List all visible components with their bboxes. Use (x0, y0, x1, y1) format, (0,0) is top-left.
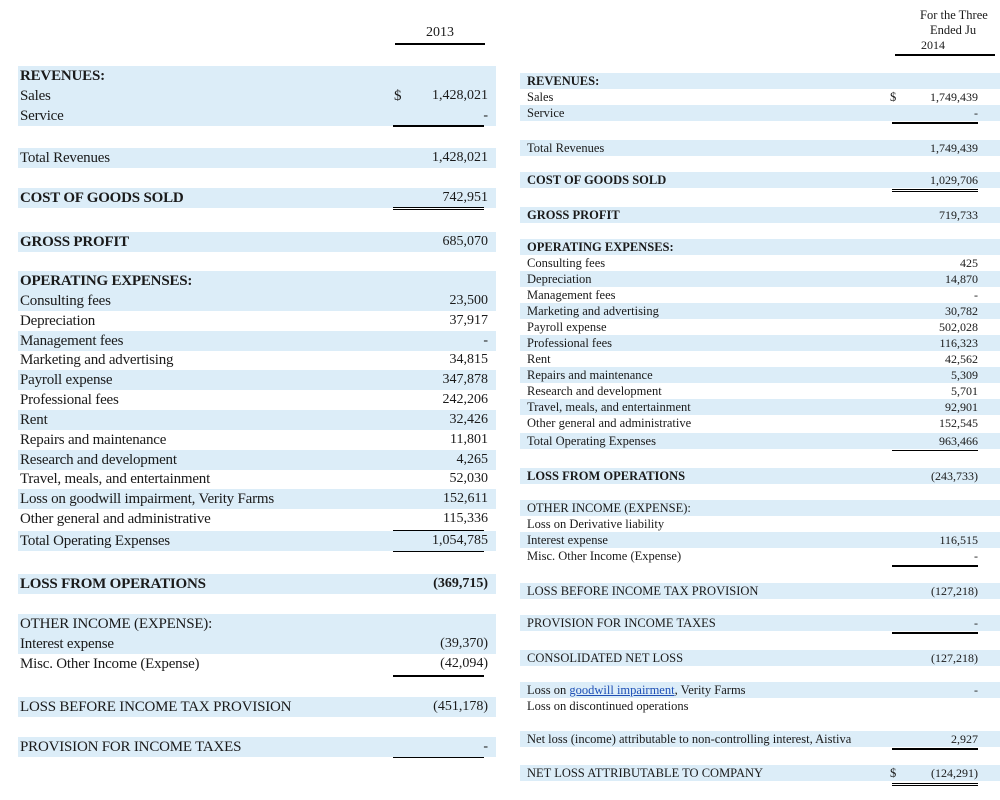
rule (892, 189, 978, 190)
statement-row (18, 106, 496, 126)
row-label: Total Operating Expenses (20, 533, 170, 549)
statement-row (520, 89, 1000, 105)
row-value: - (483, 739, 488, 754)
row-value: 685,070 (442, 234, 488, 249)
statement-row (520, 500, 1000, 516)
row-value: 23,500 (449, 293, 488, 308)
row-value: 1,029,706 (930, 173, 978, 187)
row-label: Interest expense (527, 533, 608, 547)
row-label: Depreciation (527, 272, 592, 286)
row-label: REVENUES: (20, 68, 105, 84)
row-label: Marketing and advertising (527, 304, 659, 318)
row-label: PROVISION FOR INCOME TAXES (527, 616, 716, 630)
row-value: 1,749,439 (930, 141, 978, 155)
row-value: 152,611 (443, 491, 488, 506)
row-value: 4,265 (456, 452, 488, 467)
row-label: COST OF GOODS SOLD (20, 190, 184, 206)
row-label: Misc. Other Income (Expense) (527, 549, 682, 563)
column-header-2014: 2014 (895, 37, 995, 56)
statement-row (520, 105, 1000, 121)
statement-row (18, 430, 496, 450)
statement-row (520, 303, 1000, 319)
row-value: 1,428,021 (432, 150, 488, 165)
row-label: LOSS FROM OPERATIONS (20, 576, 206, 592)
rule (393, 757, 484, 758)
statement-row (18, 634, 496, 654)
statement-row (18, 614, 496, 634)
row-value: (451,178) (433, 699, 488, 714)
statement-row (520, 367, 1000, 383)
row-value: 42,562 (945, 352, 978, 366)
row-value: 11,801 (450, 432, 488, 447)
row-label: COST OF GOODS SOLD (527, 173, 667, 187)
row-label: Research and development (527, 384, 662, 398)
row-value: 242,206 (442, 392, 488, 407)
row-label: Loss on discontinued operations (527, 699, 689, 713)
row-value: 116,323 (939, 336, 978, 350)
row-label: Sales (527, 90, 554, 104)
rule (393, 530, 484, 531)
statement-row (520, 287, 1000, 303)
statement-row (18, 410, 496, 430)
row-value: (39,370) (440, 636, 488, 651)
rule (892, 565, 978, 567)
statement-row (18, 370, 496, 390)
row-value: 152,545 (939, 416, 978, 430)
statement-row (520, 433, 1000, 449)
row-label: Travel, meals, and entertainment (527, 400, 691, 414)
row-label: LOSS FROM OPERATIONS (527, 469, 686, 483)
row-label: Payroll expense (527, 320, 607, 334)
row-label: Sales (20, 88, 51, 104)
row-label: Misc. Other Income (Expense) (20, 656, 200, 672)
statement-row (18, 697, 496, 717)
statement-row (18, 148, 496, 168)
statement-row (18, 331, 496, 351)
row-label: LOSS BEFORE INCOME TAX PROVISION (20, 699, 292, 715)
statement-row (18, 509, 496, 529)
row-label: Other general and administrative (527, 416, 692, 430)
row-value: - (974, 616, 978, 630)
row-value: 347,878 (442, 372, 488, 387)
rule (892, 122, 978, 124)
column-header-2013: 2013 (395, 25, 485, 45)
statement-row (520, 271, 1000, 287)
row-value: 92,901 (945, 400, 978, 414)
row-label: Loss on Derivative liability (527, 517, 665, 531)
row-value: 742,951 (442, 190, 488, 205)
row-value: - (483, 333, 488, 348)
rule (892, 783, 978, 784)
row-label: Rent (527, 352, 551, 366)
row-label: CONSOLIDATED NET LOSS (527, 651, 684, 665)
rule (892, 632, 978, 634)
rule (393, 675, 484, 677)
row-label: LOSS BEFORE INCOME TAX PROVISION (527, 584, 759, 598)
rule (393, 551, 484, 552)
row-label: Travel, meals, and entertainment (20, 471, 211, 487)
row-label: Professional fees (527, 336, 613, 350)
row-value: (127,218) (931, 651, 978, 665)
row-value: - (974, 106, 978, 120)
row-label: Loss on goodwill impairment, Verity Farms (20, 491, 275, 507)
statement-row (520, 399, 1000, 415)
rule (393, 125, 484, 127)
statement-row (520, 583, 1000, 599)
rule (892, 450, 978, 451)
statement-row (520, 351, 1000, 367)
rule (892, 785, 978, 786)
statement-row (18, 271, 496, 291)
statement-row (520, 415, 1000, 431)
statement-row (520, 731, 1000, 747)
rule (393, 207, 484, 208)
row-value: (243,733) (931, 469, 978, 483)
row-value: 425 (960, 256, 978, 270)
row-label: Research and development (20, 452, 177, 468)
statement-row (520, 765, 1000, 781)
row-label: Repairs and maintenance (20, 432, 167, 448)
statement-row (18, 232, 496, 252)
row-label: Management fees (20, 333, 124, 349)
row-value: 37,917 (449, 313, 488, 328)
row-value: 719,733 (939, 208, 978, 222)
statement-row (18, 86, 496, 106)
statement-row (18, 489, 496, 509)
statement-row (520, 615, 1000, 631)
row-label: Other general and administrative (20, 511, 211, 527)
column-header-title: For the Three (920, 8, 988, 22)
currency-symbol: $ (394, 88, 402, 104)
statement-row (18, 291, 496, 311)
row-label: Depreciation (20, 313, 96, 329)
row-value: 1,749,439 (930, 90, 978, 104)
row-value: 52,030 (449, 471, 488, 486)
rule (393, 209, 484, 210)
row-label: Interest expense (20, 636, 114, 652)
statement-row (520, 468, 1000, 484)
row-value: 1,054,785 (432, 533, 488, 548)
goodwill-impairment-link[interactable]: goodwill impairment (569, 683, 675, 697)
statement-row (18, 469, 496, 489)
row-label: OTHER INCOME (EXPENSE): (527, 501, 691, 515)
row-label: Management fees (527, 288, 616, 302)
row-value: 115,336 (443, 511, 488, 526)
row-label: Total Revenues (20, 150, 110, 166)
statement-row (520, 383, 1000, 399)
statement-row (18, 531, 496, 551)
row-value: 30,782 (945, 304, 978, 318)
row-label: Consulting fees (527, 256, 606, 270)
statement-row (18, 737, 496, 757)
row-label: Total Revenues (527, 141, 605, 155)
statement-row (520, 682, 1000, 698)
row-label: Marketing and advertising (20, 352, 174, 368)
row-value: 1,428,021 (432, 88, 488, 103)
row-label: OPERATING EXPENSES: (527, 240, 674, 254)
row-value: 14,870 (945, 272, 978, 286)
row-label: Payroll expense (20, 372, 113, 388)
statement-row (18, 350, 496, 370)
row-value: - (974, 288, 978, 302)
currency-symbol: $ (890, 766, 897, 780)
statement-row (520, 207, 1000, 223)
row-label: Total Operating Expenses (527, 434, 656, 448)
row-label: Repairs and maintenance (527, 368, 653, 382)
row-label: GROSS PROFIT (20, 234, 129, 250)
statement-row (520, 548, 1000, 564)
statement-row (18, 66, 496, 86)
row-value: 963,466 (939, 434, 978, 448)
row-value: (369,715) (433, 576, 488, 591)
row-value: 34,815 (449, 352, 488, 367)
row-value: - (483, 108, 488, 123)
statement-row (18, 390, 496, 410)
row-label: REVENUES: (527, 74, 600, 88)
statement-row (18, 311, 496, 331)
row-value: 5,701 (951, 384, 978, 398)
row-value: 5,309 (951, 368, 978, 382)
statement-row (520, 319, 1000, 335)
row-label: Service (20, 108, 64, 124)
statement-row (18, 450, 496, 470)
row-label: Rent (20, 412, 48, 428)
row-value: (127,218) (931, 584, 978, 598)
row-label: Consulting fees (20, 293, 111, 309)
column-header-subtitle: Ended Ju (930, 23, 977, 37)
row-value: 2,927 (951, 732, 978, 746)
statement-row (520, 255, 1000, 271)
statement-row (520, 239, 1000, 255)
row-label: OTHER INCOME (EXPENSE): (20, 616, 213, 632)
statement-row (520, 532, 1000, 548)
row-value: 32,426 (449, 412, 488, 427)
statement-row (520, 698, 1000, 714)
currency-symbol: $ (890, 90, 897, 104)
statement-row (520, 516, 1000, 532)
row-value: 116,515 (939, 533, 978, 547)
statement-row (520, 140, 1000, 156)
row-label: OPERATING EXPENSES: (20, 273, 193, 289)
statement-row (520, 650, 1000, 666)
row-label: Service (527, 106, 565, 120)
row-label: PROVISION FOR INCOME TAXES (20, 739, 242, 755)
rule (892, 191, 978, 192)
rule (892, 748, 978, 750)
statement-row (18, 574, 496, 594)
row-label: GROSS PROFIT (527, 208, 620, 222)
statement-row (520, 172, 1000, 188)
row-label: Professional fees (20, 392, 119, 408)
statement-row (520, 73, 1000, 89)
statement-row (18, 188, 496, 208)
row-value: 502,028 (939, 320, 978, 334)
row-value: (42,094) (440, 656, 488, 671)
statement-2014-panel (520, 0, 1000, 800)
row-label: NET LOSS ATTRIBUTABLE TO COMPANY (527, 766, 764, 780)
row-label: Net loss (income) attributable to non-controlling interest, Aistiva (527, 732, 852, 746)
statement-row (18, 654, 496, 674)
statement-row (520, 335, 1000, 351)
row-label: Loss on goodwill impairment, Verity Farms (527, 683, 746, 697)
row-value: (124,291) (931, 766, 978, 780)
row-value: - (974, 683, 978, 697)
row-value: - (974, 549, 978, 563)
